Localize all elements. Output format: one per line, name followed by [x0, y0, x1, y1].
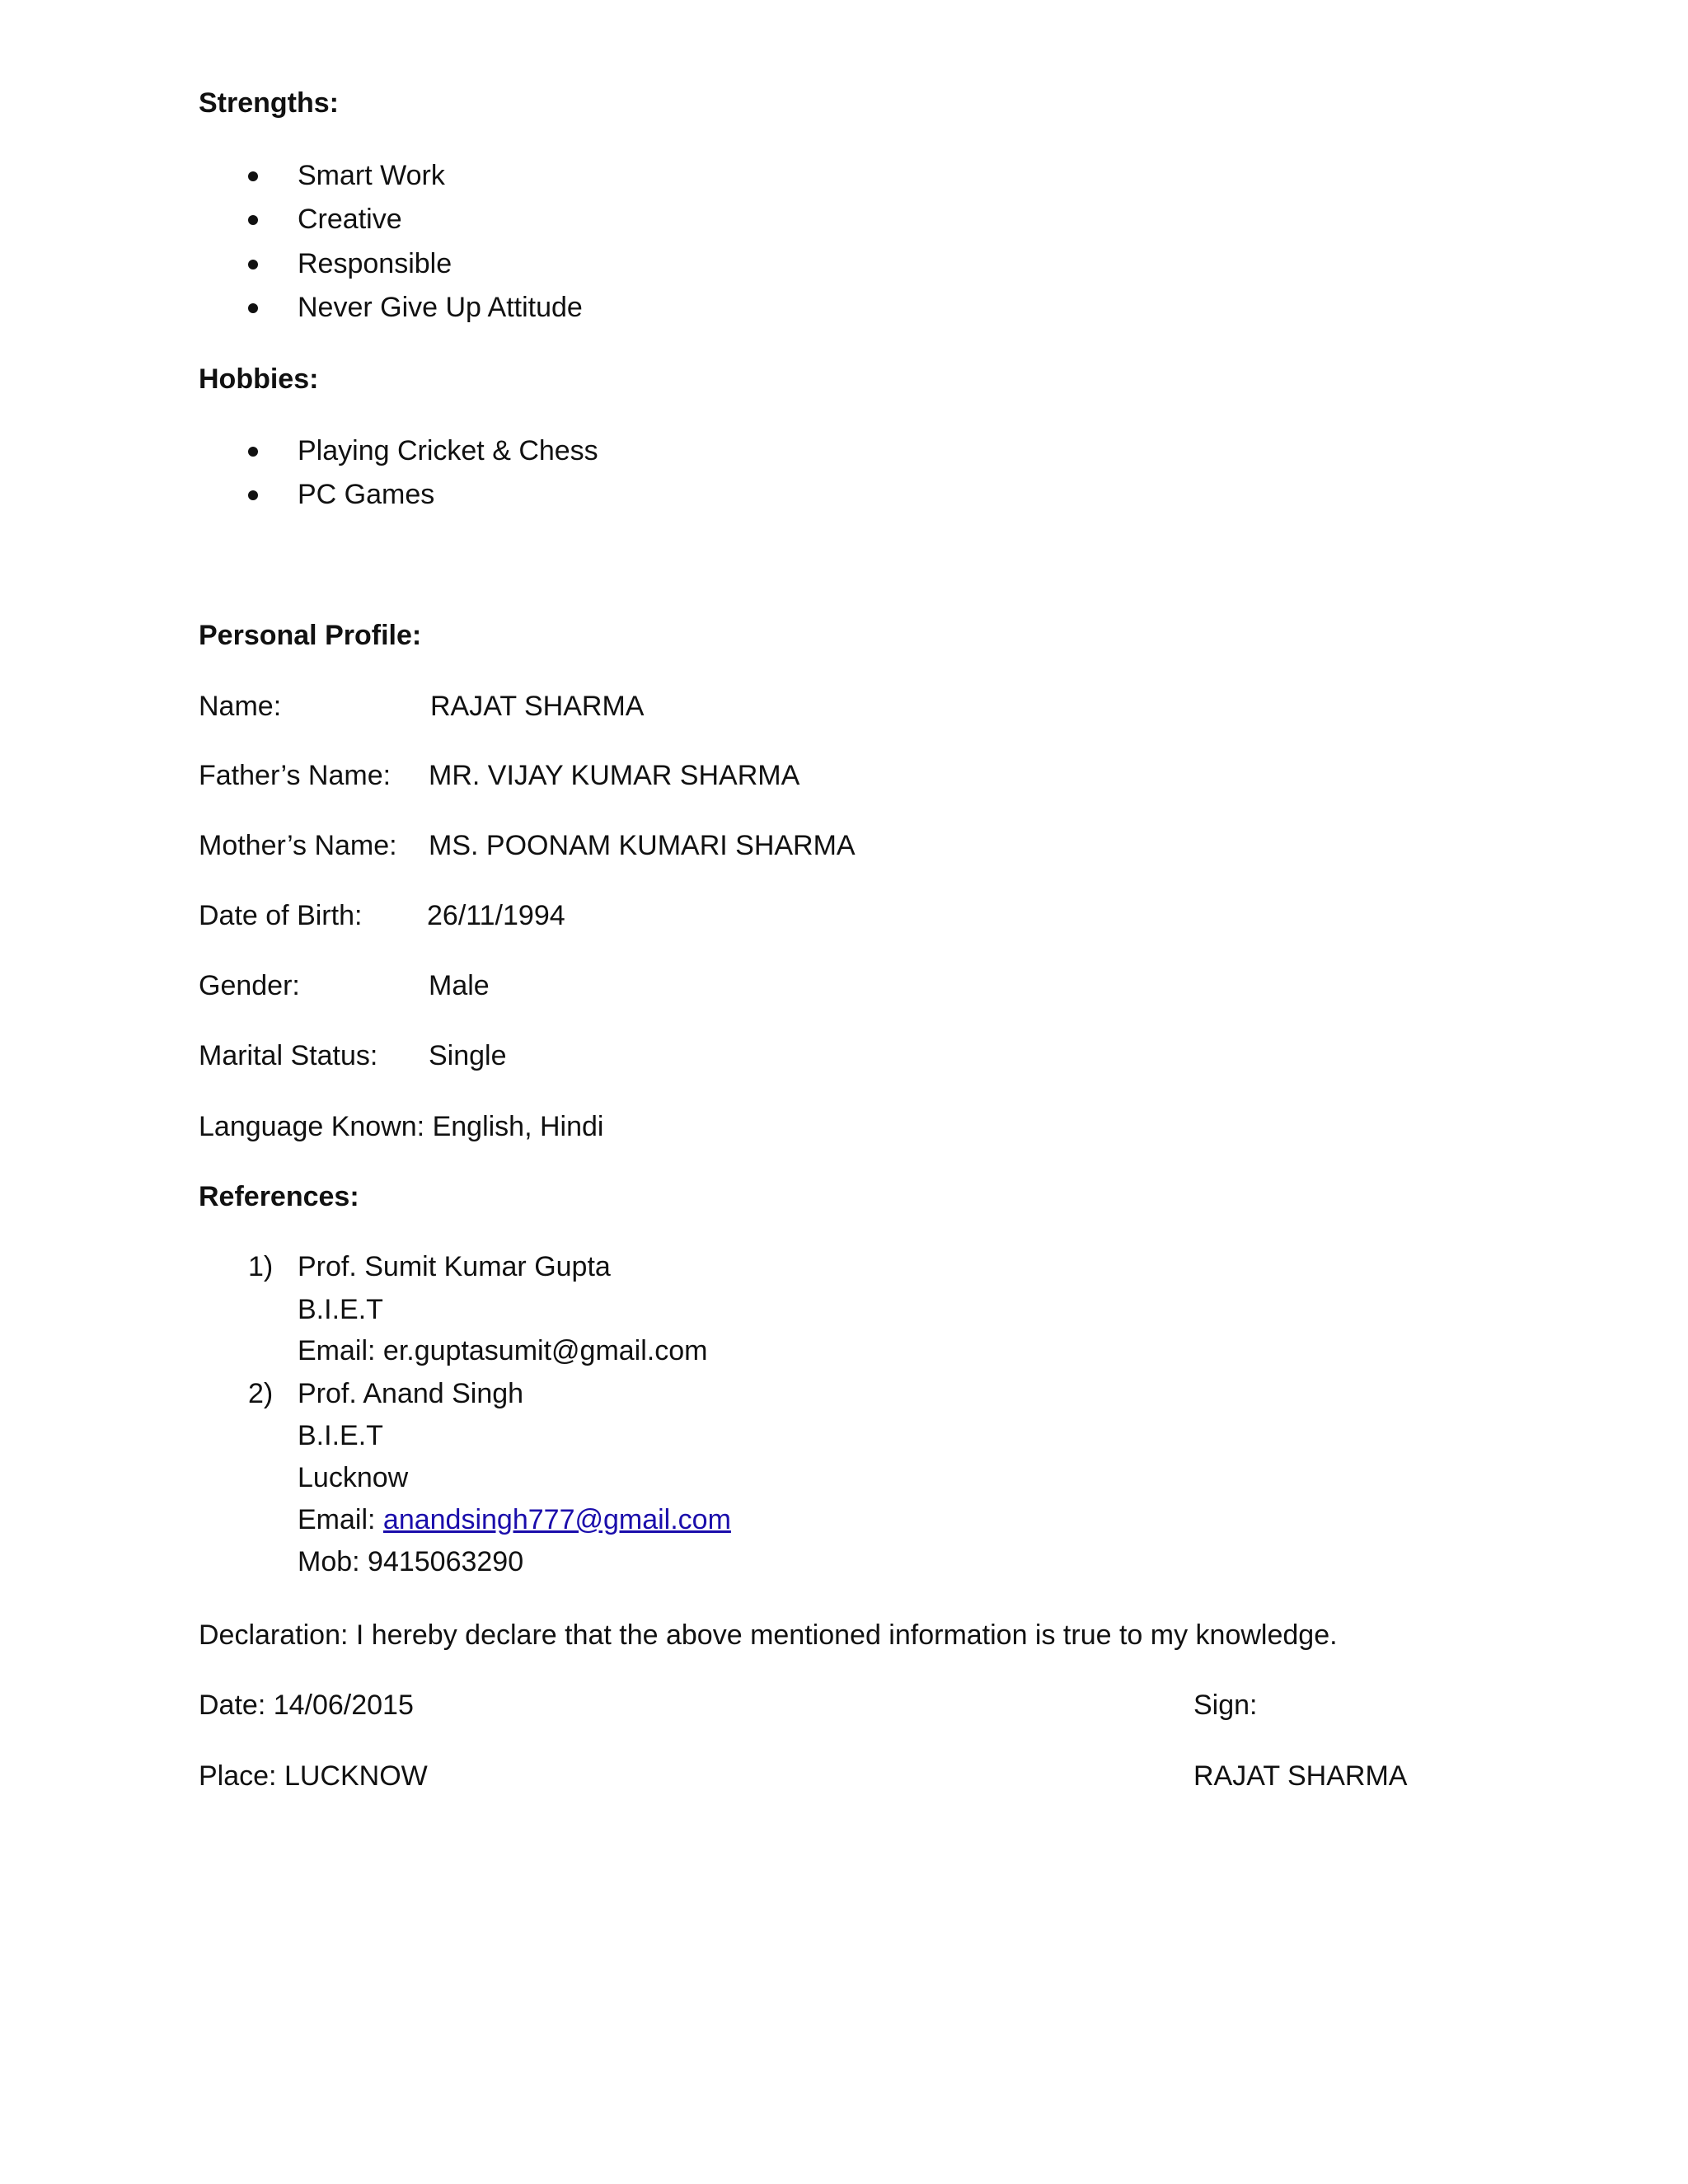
- bullet-icon: [248, 215, 258, 225]
- profile-value-father: MR. VIJAY KUMAR SHARMA: [429, 760, 800, 791]
- profile-value-marital: Single: [429, 1040, 507, 1071]
- declaration-place: Place: LUCKNOW: [199, 1760, 428, 1792]
- reference-institute: B.I.E.T: [298, 1420, 383, 1451]
- bullet-icon: [248, 171, 258, 181]
- bullet-icon: [248, 447, 258, 457]
- profile-language: Language Known: English, Hindi: [199, 1111, 604, 1142]
- signature-label: Sign:: [1193, 1690, 1258, 1721]
- reference-email: Email: er.guptasumit@gmail.com: [298, 1335, 708, 1366]
- strengths-heading: Strengths:: [199, 87, 339, 119]
- strength-item: Smart Work: [298, 160, 445, 191]
- reference-city: Lucknow: [298, 1462, 409, 1493]
- profile-value-gender: Male: [429, 970, 490, 1001]
- personal-profile-heading: Personal Profile:: [199, 620, 422, 651]
- bullet-icon: [248, 490, 258, 500]
- profile-label-marital: Marital Status:: [199, 1040, 378, 1071]
- reference-email-link[interactable]: anandsingh777@gmail.com: [382, 1504, 731, 1535]
- reference-number: 2): [248, 1378, 274, 1409]
- reference-institute: B.I.E.T: [298, 1294, 383, 1325]
- hobbies-heading: Hobbies:: [199, 363, 319, 395]
- reference-mobile: Mob: 9415063290: [298, 1546, 524, 1577]
- profile-label-mother: Mother’s Name:: [199, 830, 397, 861]
- bullet-icon: [248, 260, 258, 269]
- profile-label-name: Name:: [199, 691, 282, 722]
- hobby-item: Playing Cricket & Chess: [298, 435, 598, 466]
- reference-name: Prof. Anand Singh: [298, 1378, 524, 1409]
- reference-number: 1): [248, 1251, 274, 1282]
- profile-label-gender: Gender:: [199, 970, 300, 1001]
- reference-email: [298, 1506, 731, 1534]
- references-heading: References:: [199, 1181, 359, 1212]
- signature-name: RAJAT SHARMA: [1193, 1760, 1408, 1792]
- profile-value-name: RAJAT SHARMA: [430, 691, 645, 722]
- strength-item: Never Give Up Attitude: [298, 292, 583, 323]
- profile-value-dob: 26/11/1994: [427, 900, 565, 931]
- profile-label-father: Father’s Name:: [199, 760, 392, 791]
- reference-name: Prof. Sumit Kumar Gupta: [298, 1251, 611, 1282]
- declaration-date: Date: 14/06/2015: [199, 1690, 414, 1721]
- bullet-icon: [248, 303, 258, 313]
- hobby-item: PC Games: [298, 479, 435, 510]
- profile-value-mother: MS. POONAM KUMARI SHARMA: [429, 830, 856, 861]
- reference-email-label: Email:: [298, 1504, 383, 1535]
- profile-label-dob: Date of Birth:: [199, 900, 363, 931]
- strength-item: Responsible: [298, 248, 452, 279]
- declaration-text: Declaration: I hereby declare that the above mentioned information is true to my knowledge.: [199, 1619, 1338, 1651]
- strength-item: Creative: [298, 204, 402, 235]
